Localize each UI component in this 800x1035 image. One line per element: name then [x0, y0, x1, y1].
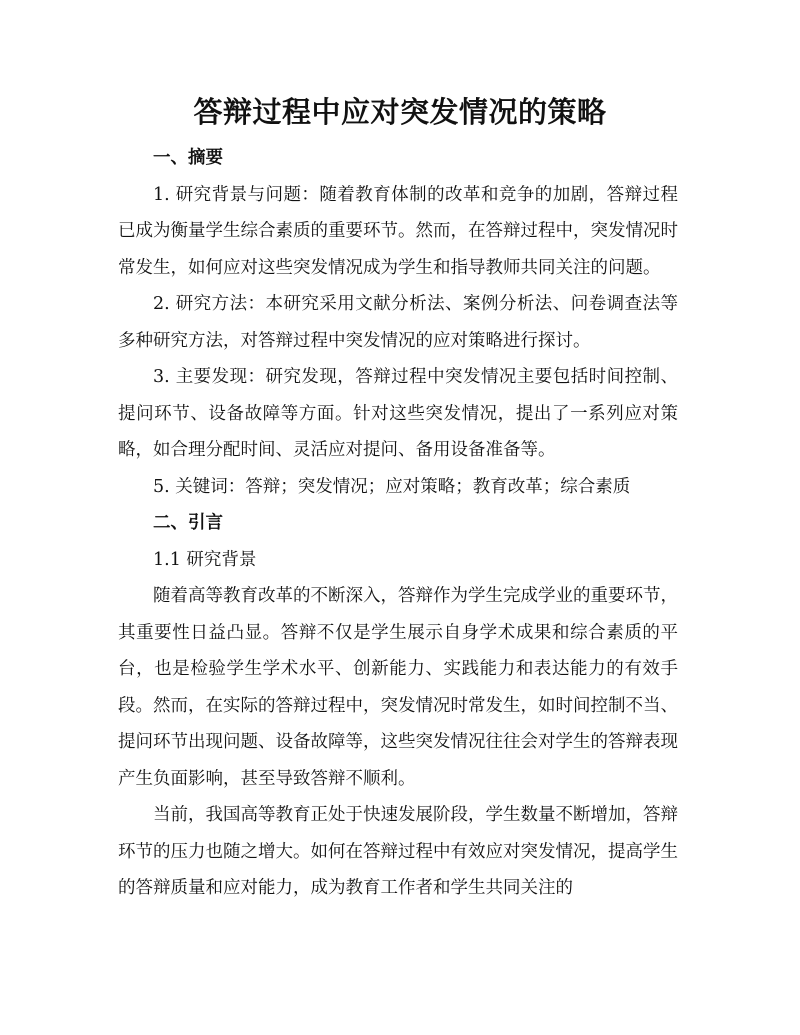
intro-paragraph-1: 随着高等教育改革的不断深入，答辩作为学生完成学业的重要环节，其重要性日益凸显。答辩不仅是学生展示自身学术成果和综合素质的平台，也是检验学生学术水平、创新能力、实践能力和表达能力的有效手段。然而，在实际的答辩过程中，突发情况时常发生，如时间控制不当、提问环节出现问题、设备故障等，这些突发情况往往会对学生的答辩表现产生负面影响，甚至导致答辩不顺利。: [118, 586, 678, 789]
section-heading-intro: 二、引言: [153, 513, 223, 533]
document-body: [118, 140, 678, 907]
section-heading-abstract: 一、摘要: [153, 148, 223, 168]
intro-paragraph-2: 当前，我国高等教育正处于快速发展阶段，学生数量不断增加，答辩环节的压力也随之增大。如何在答辩过程中有效应对突发情况，提高学生的答辩质量和应对能力，成为教育工作者和学生共同关注的: [118, 805, 678, 898]
abstract-item-2: 2. 研究方法：本研究采用文献分析法、案例分析法、问卷调查法等多种研究方法，对答辩过程中突发情况的应对策略进行探讨。: [118, 294, 678, 351]
sub-heading-background: 1.1 研究背景: [153, 549, 257, 570]
abstract-item-3: 3. 主要发现：研究发现，答辩过程中突发情况主要包括时间控制、提问环节、设备故障等方面。针对这些突发情况，提出了一系列应对策略，如合理分配时间、灵活应对提问、备用设备准备等。: [118, 367, 678, 460]
page-title: 答辩过程中应对突发情况的策略: [193, 95, 607, 129]
abstract-item-1: 1. 研究背景与问题：随着教育体制的改革和竞争的加剧，答辩过程已成为衡量学生综合素质的重要环节。然而，在答辩过程中，突发情况时常发生，如何应对这些突发情况成为学生和指导教师共同关注的问题。: [118, 184, 678, 278]
abstract-item-keywords: 5. 关键词：答辩；突发情况；应对策略；教育改革；综合素质: [153, 476, 631, 497]
